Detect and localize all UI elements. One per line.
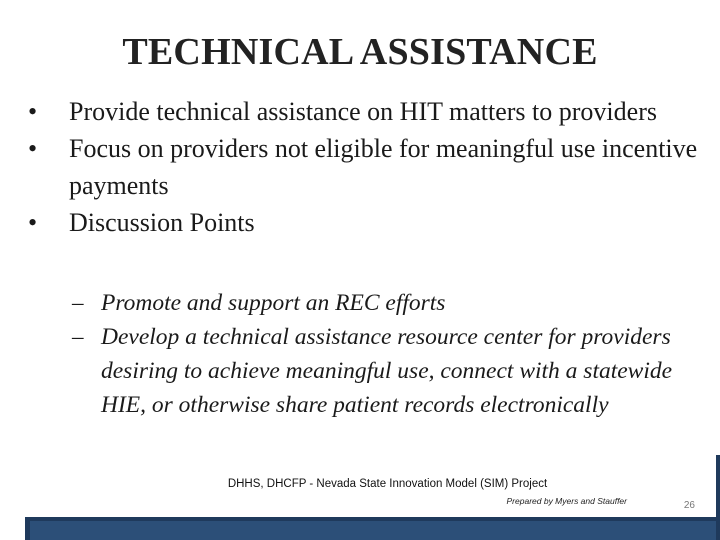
bullet-text: Provide technical assistance on HIT matters to providers	[69, 97, 657, 126]
page-number: 26	[683, 500, 695, 511]
bullet-list	[28, 93, 698, 241]
bullet-text: Focus on providers not eligible for meaningful use incentive payments	[69, 134, 698, 200]
bullet-item	[28, 93, 698, 130]
footer-project-text: DHHS, DHCFP - Nevada State Innovation Model (SIM) Project	[227, 478, 548, 490]
sub-bullet-marker: –	[72, 324, 84, 349]
bottom-frame-inner	[30, 521, 720, 540]
sub-bullet-text: Develop a technical assistance resource center for providers desiring to achieve meaningful use, connect with a statewide HIE, or otherwise share patient records electronically	[101, 324, 673, 418]
sub-bullet-item	[72, 320, 692, 422]
right-frame-bar	[716, 455, 720, 540]
sub-bullet-text: Promote and support an REC efforts	[101, 290, 446, 316]
sub-bullet-list	[72, 286, 692, 422]
slide-title: TECHNICAL ASSISTANCE	[122, 31, 598, 73]
bullet-item	[28, 130, 698, 204]
bullet-marker: •	[28, 134, 38, 163]
bullet-text: Discussion Points	[69, 208, 255, 237]
bullet-item	[28, 204, 698, 241]
sub-bullet-item	[72, 286, 692, 320]
bullet-marker: •	[28, 97, 38, 126]
bullet-marker: •	[28, 208, 38, 237]
sub-bullet-marker: –	[72, 290, 84, 315]
footer-credit-text: Prepared by Myers and Stauffer	[506, 496, 627, 506]
